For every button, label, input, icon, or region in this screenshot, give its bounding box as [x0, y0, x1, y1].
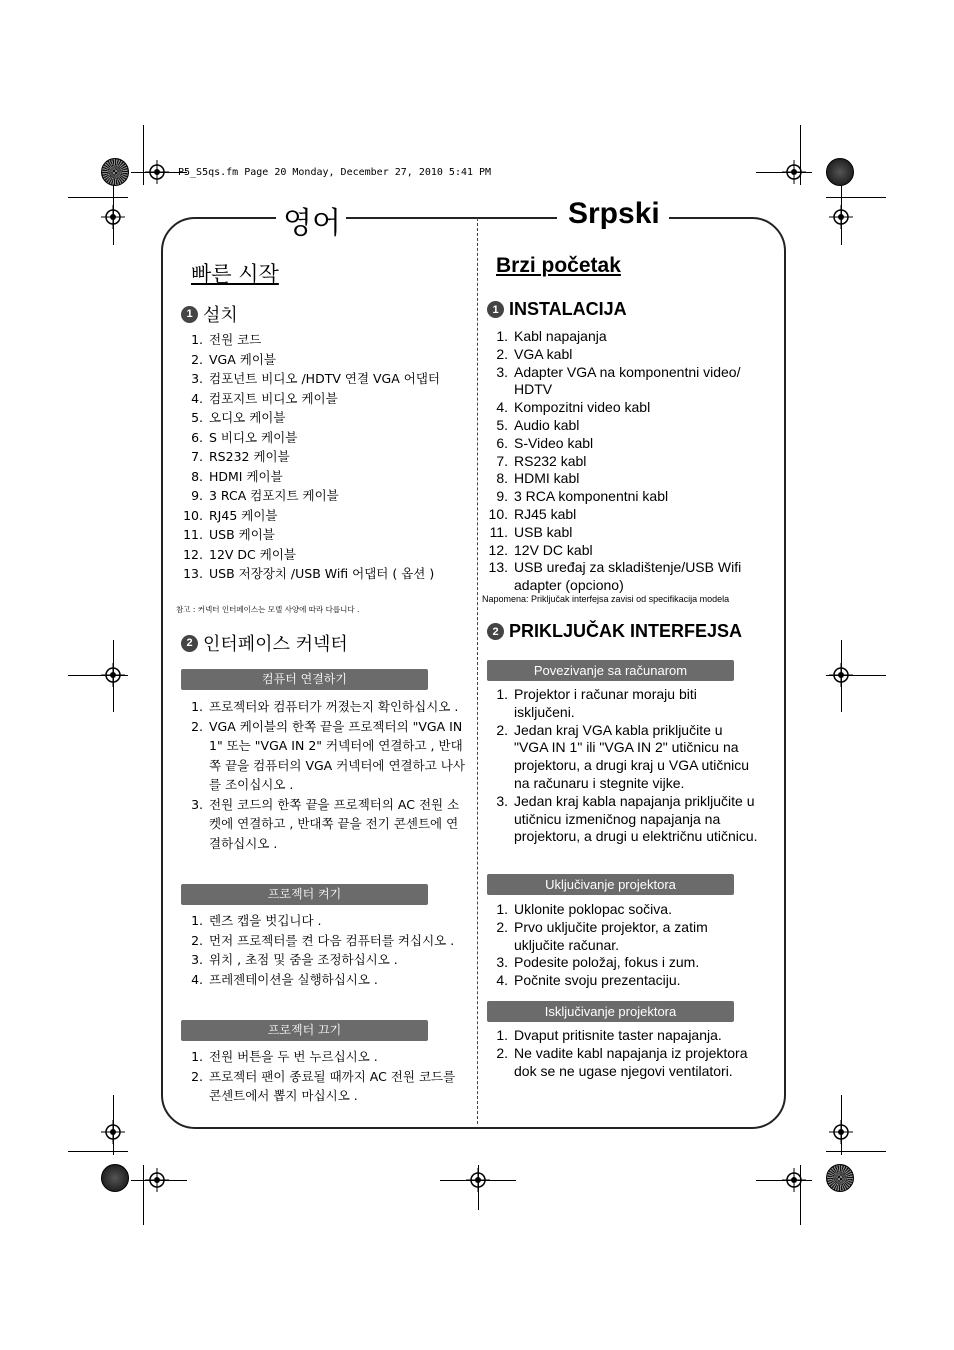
list-item [487, 399, 757, 417]
item-text: 12V DC kabl [514, 541, 593, 558]
item-number: 6. [496, 434, 508, 451]
list-item [487, 364, 757, 400]
item-text: Jedan kraj kabla napajanja priključite u utičnicu izmeničnog napajanja na projektoru, a drugi u električnu utičnicu. [514, 792, 758, 845]
korean-on-list [181, 911, 469, 989]
registration-mark-icon [829, 663, 853, 687]
list-item [487, 328, 757, 346]
item-text: 먼저 프로젝터를 켠 다음 컴퓨터를 켜십시오 . [209, 932, 455, 948]
registration-mark-icon [829, 1120, 853, 1144]
item-number: 2. [496, 345, 508, 362]
item-number: 2. [496, 918, 508, 935]
item-number: 6. [191, 429, 203, 445]
list-item [181, 1067, 469, 1106]
item-number: 2. [191, 932, 203, 948]
item-number: 2. [191, 718, 203, 734]
column-divider [477, 218, 478, 1124]
item-number: 1. [191, 332, 203, 347]
item-text: Počnite svoju prezentaciju. [514, 972, 681, 989]
item-number: 3. [496, 954, 508, 971]
color-rosette-icon [101, 1164, 129, 1192]
registration-mark-icon [466, 1168, 490, 1192]
item-text: 전원 코드의 한쪽 끝을 프로젝터의 AC 전원 소켓에 연결하고 , 반대쪽 끝을 전기 콘센트에 연결하십시오 . [209, 796, 460, 851]
item-number: 1. [496, 328, 508, 344]
step-badge: 2 [487, 623, 504, 640]
list-item [487, 972, 759, 990]
list-item [487, 686, 759, 722]
serbian-on-list [487, 901, 759, 990]
item-text: Adapter VGA na komponentni video/ HDTV [514, 363, 741, 398]
item-text: Ne vadite kabl napajanja iz projektora dok se ne ugase njegovi ventilatori. [514, 1044, 748, 1079]
list-item [181, 467, 471, 487]
item-number: 3. [496, 792, 508, 809]
item-text: HDMI kabl [514, 470, 580, 487]
file-header: P5_S5qs.fm Page 20 Monday, December 27, 2010 5:41 PM [178, 167, 492, 178]
item-text: Podesite položaj, fokus i zum. [514, 954, 700, 971]
item-number: 3. [191, 796, 203, 812]
item-number: 1. [191, 913, 203, 928]
item-text: USB kabl [514, 523, 573, 540]
serbian-off-list [487, 1027, 759, 1080]
item-number: 10. [183, 507, 203, 523]
step-badge: 1 [487, 301, 504, 318]
item-text: USB 저장장치 /USB Wifi 어댑터 ( 옵션 ) [209, 566, 435, 581]
item-text: Dvaput pritisnite taster napajanja. [514, 1027, 722, 1043]
serbian-off-bar: Isključivanje projektora [487, 1001, 734, 1022]
list-item [181, 911, 469, 931]
item-number: 12. [183, 546, 203, 562]
item-number: 1. [496, 901, 508, 917]
item-text: S-Video kabl [514, 434, 594, 451]
list-item [181, 697, 469, 717]
item-number: 1. [191, 1049, 203, 1064]
list-item [487, 542, 757, 560]
list-item [487, 346, 757, 364]
item-text: RS232 kabl [514, 452, 587, 469]
registration-mark-icon [782, 1168, 806, 1192]
registration-mark-icon [145, 1168, 169, 1192]
korean-install-note: 참고 : 커넥터 인터페이스는 모델 사양에 따라 다릅니다 . [176, 605, 360, 614]
item-number: 2. [191, 1068, 203, 1084]
item-number: 11. [489, 523, 508, 540]
item-number: 1. [496, 686, 508, 702]
item-text: 컴포넌트 비디오 /HDTV 연결 VGA 어댑터 [209, 371, 440, 386]
list-item [487, 901, 759, 919]
item-text: Uklonite poklopac sočiva. [514, 901, 672, 917]
list-item [181, 369, 471, 389]
list-item [181, 950, 469, 970]
list-item [487, 470, 757, 488]
list-item [181, 717, 469, 795]
item-number: 3. [496, 363, 508, 380]
list-item [487, 1045, 759, 1081]
list-item [181, 931, 469, 951]
item-number: 5. [191, 410, 203, 425]
item-number: 13. [183, 566, 203, 581]
registration-mark-icon [101, 205, 125, 229]
item-number: 4. [496, 972, 508, 989]
item-number: 9. [496, 488, 508, 505]
serbian-install-title: 1 INSTALACIJA [487, 299, 627, 320]
list-item [181, 330, 471, 350]
list-item [487, 559, 757, 595]
item-text: Projektor i računar moraju biti isključeni. [514, 686, 697, 720]
list-item [181, 447, 471, 467]
korean-heading: 빠른 시작 [191, 262, 279, 286]
korean-install-title: 1 설치 [181, 301, 238, 327]
list-item [487, 524, 757, 542]
item-text: S 비디오 케이블 [209, 429, 298, 445]
korean-connect-list [181, 697, 469, 853]
item-text: 3 RCA 컴포지트 케이블 [209, 488, 339, 503]
registration-mark-icon [101, 1120, 125, 1144]
item-number: 2. [191, 351, 203, 367]
item-number: 4. [496, 399, 508, 416]
list-item [181, 525, 471, 545]
list-item [181, 564, 471, 584]
list-item [487, 793, 759, 846]
list-item [487, 722, 759, 793]
item-text: RJ45 kabl [514, 505, 577, 522]
item-number: 1. [191, 699, 203, 714]
item-number: 11. [183, 527, 203, 542]
item-text: 프로젝터 팬이 종료될 때까지 AC 전원 코드를 콘센트에서 뽑지 마십시오 . [209, 1068, 456, 1103]
item-number: 9. [191, 488, 203, 503]
list-item [181, 970, 469, 990]
item-text: 12V DC 케이블 [209, 546, 296, 562]
item-number: 3. [191, 371, 203, 386]
item-text: USB 케이블 [209, 527, 275, 542]
item-number: 1. [496, 1027, 508, 1043]
item-number: 8. [191, 468, 203, 484]
item-text: VGA kabl [514, 345, 573, 362]
item-number: 4. [191, 971, 203, 987]
korean-connect-bar: 컴퓨터 연결하기 [181, 669, 428, 690]
item-number: 7. [191, 449, 203, 464]
serbian-heading: Brzi početak [496, 254, 621, 277]
list-item [487, 488, 757, 506]
item-number: 10. [488, 505, 508, 522]
list-item [487, 453, 757, 471]
serbian-connect-list [487, 686, 759, 846]
serbian-connect-bar: Povezivanje sa računarom [487, 660, 734, 681]
item-number: 12. [488, 541, 508, 558]
item-text: 컴포지트 비디오 케이블 [209, 390, 338, 406]
item-text: Jedan kraj VGA kabla priključite u "VGA IN 1" ili "VGA IN 2" utičnicu na projektoru, a drugi kraj u VGA utičnicu na računaru i stegnite vijke. [514, 721, 750, 791]
item-text: 프로젝터와 컴퓨터가 꺼졌는지 확인하십시오 . [209, 699, 459, 714]
item-text: 오디오 케이블 [209, 410, 286, 425]
list-item [181, 1047, 469, 1067]
list-item [487, 919, 759, 955]
color-rosette-icon [101, 158, 129, 186]
item-text: Audio kabl [514, 416, 580, 433]
list-item [181, 408, 471, 428]
item-text: VGA 케이블의 한쪽 끝을 프로젝터의 "VGA IN 1" 또는 "VGA IN 2" 커넥터에 연결하고 , 반대쪽 끝을 컴퓨터의 VGA 커넥터에 연결하고 나사를 조이십시오 . [209, 718, 465, 792]
item-text: 전원 코드 [209, 332, 262, 347]
list-item [181, 795, 469, 854]
item-number: 8. [496, 470, 508, 487]
item-text: 3 RCA komponentni kabl [514, 488, 669, 505]
item-number: 5. [496, 416, 508, 433]
item-text: VGA 케이블 [209, 351, 276, 367]
serbian-install-list [487, 328, 757, 595]
serbian-interface-title: 2 PRIKLJUČAK INTERFEJSA [487, 621, 742, 642]
item-text: 위치 , 초점 및 줌을 조정하십시오 . [209, 952, 398, 967]
korean-off-list [181, 1047, 469, 1106]
item-text: RS232 케이블 [209, 449, 290, 464]
list-item [487, 1027, 759, 1045]
korean-on-bar: 프로젝터 켜기 [181, 884, 428, 905]
list-item [487, 417, 757, 435]
item-number: 7. [496, 452, 508, 469]
list-item [487, 506, 757, 524]
color-rosette-icon [826, 158, 854, 186]
item-number: 2. [496, 1044, 508, 1061]
item-text: RJ45 케이블 [209, 507, 278, 523]
list-item [181, 486, 471, 506]
serbian-on-bar: Uključivanje projektora [487, 874, 734, 895]
item-number: 13. [488, 559, 508, 576]
step-badge: 2 [181, 635, 198, 652]
list-item [181, 350, 471, 370]
list-item [181, 545, 471, 565]
list-item [181, 428, 471, 448]
list-item [181, 506, 471, 526]
korean-install-list [181, 330, 471, 584]
item-text: Prvo uključite projektor, a zatim uključite računar. [514, 918, 708, 953]
title-korean: 영어 [283, 206, 341, 241]
item-text: USB uređaj za skladištenje/USB Wifi adapter (opciono) [514, 559, 742, 594]
korean-interface-title: 2 인터페이스 커넥터 [181, 630, 348, 656]
list-item [181, 389, 471, 409]
item-number: 2. [496, 721, 508, 738]
item-text: 렌즈 캡을 벗깁니다 . [209, 913, 322, 928]
item-text: Kabl napajanja [514, 328, 607, 344]
step-badge: 1 [181, 306, 198, 323]
serbian-install-note: Napomena: Priključak interfejsa zavisi od specifikacija modela [482, 594, 730, 604]
item-text: Kompozitni video kabl [514, 399, 651, 416]
registration-mark-icon [101, 663, 125, 687]
registration-mark-icon [782, 160, 806, 184]
item-text: HDMI 케이블 [209, 468, 283, 484]
color-rosette-icon [826, 1164, 854, 1192]
item-text: 전원 버튼을 두 번 누르십시오 . [209, 1049, 378, 1064]
registration-mark-icon [829, 205, 853, 229]
list-item [487, 435, 757, 453]
title-serbian: Srpski [568, 197, 660, 230]
registration-mark-icon [145, 160, 169, 184]
item-number: 4. [191, 390, 203, 406]
item-number: 3. [191, 952, 203, 967]
item-text: 프레젠테이션을 실행하십시오 . [209, 971, 378, 987]
list-item [487, 954, 759, 972]
korean-off-bar: 프로젝터 끄기 [181, 1020, 428, 1041]
